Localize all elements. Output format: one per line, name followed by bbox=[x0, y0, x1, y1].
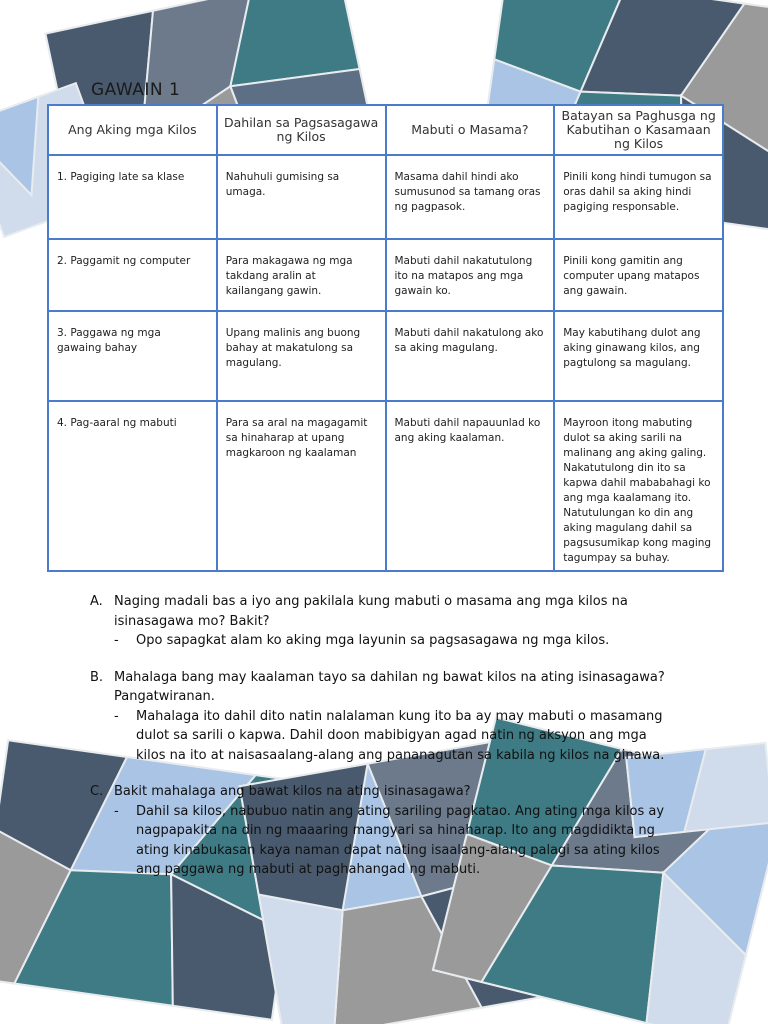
answer-dash: - bbox=[114, 708, 119, 724]
table-cell: Pinili kong gamitin ang computer upang matapos ang gawain. bbox=[554, 239, 723, 311]
table-cell: Para sa aral na magagamit sa hinaharap at upang magkaroon ng kaalaman bbox=[217, 401, 386, 571]
questions-section bbox=[90, 592, 670, 897]
table-cell: May kabutihang dulot ang aking ginawang kilos, ang pagtulong sa magulang. bbox=[554, 311, 723, 401]
answer-text: Dahil sa kilos, nabubuo natin ang ating sariling pagkatao. Ang ating mga kilos ay nagpapakita na din ng maaaring mangyari sa hinaharap. Ito ang magdidikta ng ating kinabukasan kaya naman dapat nating isaalang-alang palagi sa ating kilos ang paggawa ng mabuti at paghahangad ng mabuti. bbox=[136, 803, 665, 877]
table-cell: Mabuti dahil napauunlad ko ang aking kaalaman. bbox=[386, 401, 555, 571]
table-cell: Mayroon itong mabuting dulot sa aking sarili na malinang ang aking galing. Nakatutulong din ito sa kapwa dahil mababahagi ko ang mga kaalamang ito. Natutulungan ko din ang aking magulang dahil sa pagsusumikap kong maging tagumpay sa buhay. bbox=[554, 401, 723, 571]
table-cell: 4. Pag-aaral ng mabuti bbox=[48, 401, 217, 571]
table-row bbox=[48, 311, 723, 401]
question-block-a bbox=[90, 592, 670, 651]
table-header-row bbox=[48, 105, 723, 155]
header-batayan: Batayan sa Paghusga ng Kabutihan o Kasamaan ng Kilos bbox=[554, 105, 723, 155]
answer-dash: - bbox=[114, 803, 119, 819]
table-cell: Mabuti dahil nakatulong ako sa aking magulang. bbox=[386, 311, 555, 401]
table-cell: Para makagawa ng mga takdang aralin at kailangang gawin. bbox=[217, 239, 386, 311]
answer-text: Opo sapagkat alam ko aking mga layunin sa pagsasagawa ng mga kilos. bbox=[136, 633, 610, 648]
table-cell: Masama dahil hindi ako sumusunod sa tamang oras ng pagpasok. bbox=[386, 155, 555, 239]
question-text: Naging madali bas a iyo ang pakilala kung mabuti o masama ang mga kilos na isinasagawa mo? Bakit? bbox=[114, 594, 628, 629]
table-row bbox=[48, 401, 723, 571]
question-letter: C. bbox=[90, 784, 104, 799]
question-text: Mahalaga bang may kaalaman tayo sa dahilan ng bawat kilos na ating isinasagawa? Pangatwiranan. bbox=[114, 669, 665, 704]
table-cell: 3. Paggawa ng mga gawaing bahay bbox=[48, 311, 217, 401]
table-cell: Pinili kong hindi tumugon sa oras dahil sa aking hindi pagiging responsable. bbox=[554, 155, 723, 239]
header-dahilan: Dahilan sa Pagsasagawa ng Kilos bbox=[217, 105, 386, 155]
table-cell: 1. Pagiging late sa klase bbox=[48, 155, 217, 239]
question-letter: A. bbox=[90, 594, 103, 609]
question-block-b bbox=[90, 668, 670, 766]
table-row bbox=[48, 155, 723, 239]
table-cell: Mabuti dahil nakatutulong ito na matapos ang mga gawain ko. bbox=[386, 239, 555, 311]
answer-text: Mahalaga ito dahil dito natin nalalaman kung ito ba ay may mabuti o masamang dulot sa sarili o kapwa. Dahil doon mabibigyan agad natin ng aksyon ang mga kilos na ito at naisasaalang-alang ang pananagutan sa kabila ng kilos na ginawa. bbox=[136, 708, 665, 763]
table-cell: 2. Paggamit ng computer bbox=[48, 239, 217, 311]
question-letter: B. bbox=[90, 669, 104, 685]
activity-title: GAWAIN 1 bbox=[91, 80, 181, 100]
question-block-c bbox=[90, 782, 670, 880]
header-kilos: Ang Aking mga Kilos bbox=[48, 105, 217, 155]
answer-dash: - bbox=[114, 633, 119, 648]
table-row bbox=[48, 239, 723, 311]
question-text: Bakit mahalaga ang bawat kilos na ating isinasagawa? bbox=[114, 784, 471, 799]
table-cell: Nahuhuli gumising sa umaga. bbox=[217, 155, 386, 239]
table-cell: Upang malinis ang buong bahay at makatulong sa magulang. bbox=[217, 311, 386, 401]
activity-table bbox=[47, 104, 724, 572]
header-mabuti-masama: Mabuti o Masama? bbox=[386, 105, 555, 155]
